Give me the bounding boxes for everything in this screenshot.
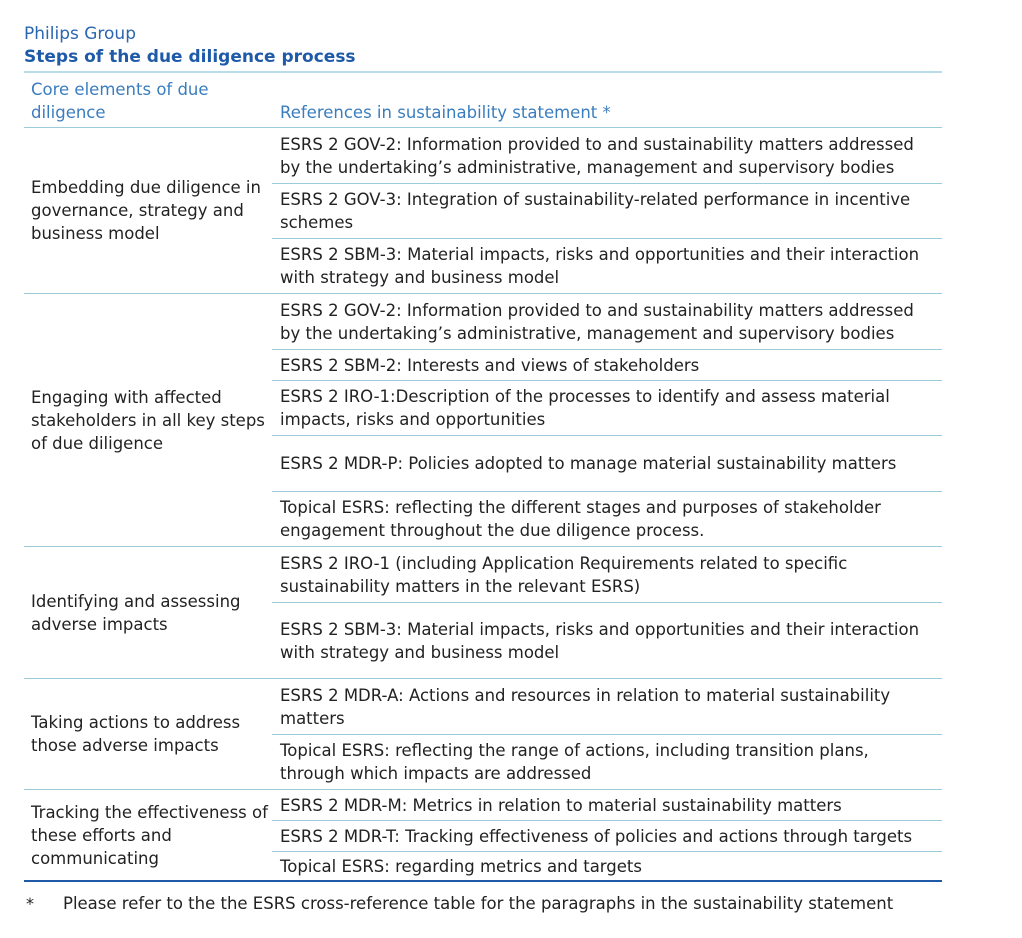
reference-cell: ESRS 2 GOV-3: Integration of sustainability-related performance in incentive schemes	[280, 190, 911, 232]
footnote-text: Please refer to the the ESRS cross-reference table for the paragraphs in the sustainability statement	[63, 894, 894, 913]
reference-cell: ESRS 2 IRO-1:Description of the processes to identify and assess material impacts, risks and opportunities	[280, 387, 890, 429]
core-element-cell: Engaging with affected stakeholders in all key steps of due diligence	[31, 387, 265, 453]
reference-cell: Topical ESRS: reflecting the different stages and purposes of stakeholder engagement throughout the due diligence process.	[280, 498, 881, 540]
reference-cell: ESRS 2 GOV-2: Information provided to and sustainability matters addressed by the undertaking’s administrative, management and supervisory bodies	[280, 134, 914, 177]
reference-cell: ESRS 2 GOV-2: Information provided to and sustainability matters addressed by the undertaking’s administrative, management and supervisory bodies	[280, 300, 914, 343]
footnote-marker: *	[26, 894, 34, 913]
reference-cell: Topical ESRS: reflecting the range of actions, including transition plans, through which impacts are addressed	[280, 741, 869, 783]
reference-cell: ESRS 2 MDR-M: Metrics in relation to material sustainability matters	[280, 795, 842, 815]
core-element-cell: Identifying and assessing adverse impacts	[31, 591, 241, 634]
company-name: Philips Group	[24, 24, 137, 44]
column-header-references: References in sustainability statement *	[280, 103, 611, 122]
bottom-rule	[24, 880, 942, 882]
core-element-cell: Taking actions to address those adverse impacts	[31, 713, 241, 755]
reference-cell: ESRS 2 SBM-3: Material impacts, risks and opportunities and their interaction with strategy and business model	[280, 619, 920, 662]
top-rule	[24, 71, 942, 73]
reference-cell: ESRS 2 MDR-T: Tracking effectiveness of policies and actions through targets	[280, 826, 913, 846]
reference-cell: ESRS 2 SBM-2: Interests and views of stakeholders	[280, 355, 700, 375]
core-element-cell: Embedding due diligence in governance, strategy and business model	[31, 178, 261, 243]
core-element-cell: Tracking the effectiveness of these efforts and communicating	[31, 802, 268, 868]
reference-cell: ESRS 2 MDR-A: Actions and resources in relation to material sustainability matters	[280, 685, 891, 728]
reference-cell: ESRS 2 IRO-1 (including Application Requirements related to specific sustainability matters in the relevant ESRS)	[280, 553, 848, 596]
table-title: Steps of the due diligence process	[24, 47, 356, 67]
reference-cell: ESRS 2 MDR-P: Policies adopted to manage material sustainability matters	[280, 454, 897, 473]
reference-cell: ESRS 2 SBM-3: Material impacts, risks and opportunities and their interaction with strategy and business model	[280, 245, 920, 287]
reference-cell: Topical ESRS: regarding metrics and targets	[280, 856, 642, 876]
column-header-core-elements: Core elements of due diligence	[31, 80, 209, 122]
